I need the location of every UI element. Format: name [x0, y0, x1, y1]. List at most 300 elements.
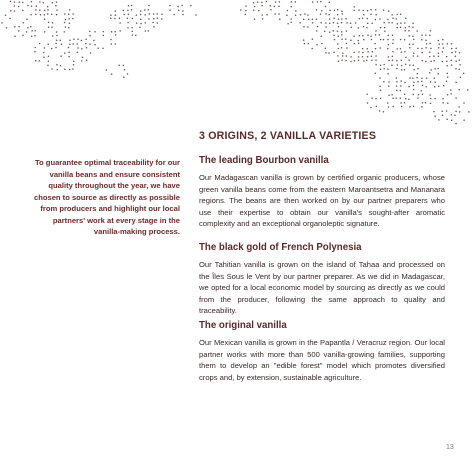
map-dot: [307, 26, 309, 28]
map-dot: [358, 56, 360, 58]
map-dot: [43, 52, 45, 54]
map-dot: [136, 22, 138, 24]
map-dot: [380, 39, 382, 41]
map-dot: [295, 10, 297, 12]
map-dot: [72, 43, 74, 45]
map-dot: [115, 10, 117, 12]
map-dot: [418, 94, 420, 96]
map-dot: [131, 9, 133, 11]
map-dot: [26, 18, 28, 20]
map-dot: [341, 34, 343, 36]
map-dot: [409, 64, 411, 66]
map-dot: [384, 27, 386, 29]
map-dot: [182, 10, 184, 12]
map-dot: [332, 30, 334, 32]
map-dot: [447, 76, 449, 78]
map-dot: [451, 52, 453, 54]
map-dot: [245, 5, 247, 7]
map-dot: [253, 9, 255, 11]
map-dot: [106, 69, 108, 71]
map-dot: [400, 85, 402, 87]
map-dot: [132, 18, 134, 20]
map-dot: [325, 6, 327, 8]
map-dot: [22, 2, 24, 4]
map-dot: [30, 14, 32, 16]
map-dot: [442, 43, 444, 45]
map-dot: [380, 65, 382, 67]
map-dot: [68, 52, 70, 54]
map-dot: [312, 1, 314, 3]
map-dot: [353, 35, 355, 37]
map-dot: [153, 26, 155, 28]
map-dot: [363, 26, 365, 28]
map-dot: [400, 27, 402, 29]
map-dot: [388, 106, 390, 108]
map-dot: [337, 14, 339, 16]
map-dot: [404, 39, 406, 41]
map-dot: [115, 14, 117, 16]
map-dot: [44, 31, 46, 33]
map-dot: [346, 30, 348, 32]
map-dot: [345, 18, 347, 20]
map-dot: [430, 81, 432, 83]
map-dot: [68, 18, 70, 20]
map-dot: [400, 97, 402, 99]
map-dot: [426, 43, 428, 45]
map-dot: [412, 44, 414, 46]
map-dot: [375, 55, 377, 57]
map-dot: [287, 23, 289, 25]
map-dot: [412, 35, 414, 37]
map-dot: [460, 77, 462, 79]
map-dot: [387, 19, 389, 21]
map-dot: [153, 13, 155, 15]
map-dot: [421, 90, 423, 92]
map-dot: [400, 48, 402, 50]
map-dot: [254, 18, 256, 20]
map-dot: [401, 65, 403, 67]
map-dot: [362, 35, 364, 37]
map-dot: [388, 85, 390, 87]
map-dot: [291, 1, 293, 3]
map-dot: [1, 22, 3, 24]
map-dot: [455, 123, 457, 125]
map-dot: [408, 99, 410, 101]
map-dot: [317, 26, 319, 28]
map-dot: [342, 52, 344, 54]
paragraph-bourbon-vanilla: Our Madagascan vanilla is grown by certified organic producers, whose green vanilla beans come from the eastern Maroantsetra and Mananara regions. The beans are then worked on by our partner preparers who use their expertise to obtain our vanilla's sought-after aromatic complexity and an exceptional organoleptic signature.: [199, 173, 445, 229]
map-dot: [178, 10, 180, 12]
map-dot: [245, 14, 247, 16]
map-dot: [286, 15, 288, 16]
map-dot: [140, 19, 142, 21]
map-dot: [405, 27, 407, 29]
map-dot: [73, 39, 75, 41]
map-dot: [372, 51, 374, 53]
map-dot: [396, 97, 398, 99]
map-dot: [118, 64, 120, 66]
map-dot: [442, 114, 444, 116]
map-dot: [157, 17, 159, 19]
map-dot: [110, 18, 112, 20]
map-dot: [36, 5, 38, 7]
map-dot: [346, 22, 348, 24]
map-dot: [375, 64, 377, 66]
map-dot: [132, 30, 134, 32]
map-dot: [438, 55, 440, 57]
map-dot: [145, 22, 147, 24]
map-dot: [161, 18, 163, 20]
map-dot: [303, 26, 305, 28]
map-dot: [48, 26, 50, 28]
map-dot: [413, 65, 415, 67]
map-dot: [421, 106, 423, 108]
map-dot: [157, 22, 159, 24]
map-dot: [18, 6, 20, 8]
map-dot: [69, 69, 71, 71]
map-dot: [375, 14, 377, 16]
map-dot: [358, 40, 360, 42]
map-dot: [362, 52, 364, 54]
map-dot: [430, 30, 432, 32]
map-dot: [341, 38, 343, 40]
map-dot: [23, 22, 25, 24]
map-dot: [447, 94, 449, 96]
map-dot: [397, 23, 399, 25]
map-dot: [375, 19, 377, 21]
map-dot: [438, 86, 440, 88]
map-dot: [350, 23, 352, 25]
map-dot: [245, 10, 247, 12]
map-dot: [329, 18, 331, 20]
map-dot: [312, 38, 314, 40]
map-dot: [421, 78, 423, 80]
map-dot: [73, 61, 75, 63]
map-dot: [307, 14, 309, 16]
map-dot: [304, 13, 306, 15]
map-dot: [299, 22, 301, 24]
map-dot: [328, 52, 330, 54]
map-dot: [119, 22, 121, 24]
map-dot: [421, 34, 423, 36]
map-dot: [177, 6, 179, 8]
map-dot: [459, 59, 461, 61]
map-dot: [60, 55, 62, 57]
map-dot: [396, 48, 398, 50]
map-dot: [308, 19, 310, 21]
map-dot: [383, 22, 385, 24]
map-dot: [416, 30, 418, 32]
map-dot: [85, 39, 87, 41]
map-dot: [450, 89, 452, 91]
map-dot: [425, 61, 427, 63]
map-dot: [408, 26, 410, 28]
map-dot: [64, 22, 66, 24]
map-dot: [450, 60, 452, 62]
map-dot: [417, 81, 419, 83]
map-dot: [86, 59, 88, 61]
map-dot: [341, 13, 343, 15]
map-dot: [311, 48, 313, 50]
map-dot: [47, 13, 49, 15]
map-dot: [111, 31, 113, 33]
map-dot: [27, 5, 29, 7]
map-dot: [455, 47, 457, 49]
map-dot: [421, 81, 423, 83]
map-dot: [34, 30, 36, 32]
map-dot: [68, 27, 70, 29]
map-dot: [161, 14, 163, 16]
map-dot: [148, 30, 150, 32]
map-dot: [68, 56, 70, 58]
map-dot: [458, 89, 460, 91]
map-dot: [253, 2, 255, 4]
map-dot: [274, 6, 276, 8]
map-dot: [422, 60, 424, 62]
map-dot: [433, 111, 435, 113]
map-dot: [81, 40, 83, 42]
map-dot: [358, 51, 360, 53]
map-dot: [52, 22, 54, 24]
map-dot: [304, 43, 306, 45]
map-dot: [38, 60, 40, 62]
map-dot: [115, 34, 117, 36]
map-dot: [388, 10, 390, 12]
map-dot: [400, 39, 402, 41]
map-dot: [430, 69, 432, 71]
map-dot: [64, 13, 66, 15]
map-dot: [102, 48, 104, 50]
map-dot: [400, 14, 402, 16]
map-dot: [447, 43, 449, 45]
map-dot: [128, 5, 130, 7]
map-dot: [341, 31, 343, 33]
map-dot: [287, 10, 289, 12]
map-dot: [366, 59, 368, 61]
map-dot: [10, 10, 12, 12]
map-dot: [316, 9, 318, 11]
map-dot: [337, 22, 339, 24]
map-dot: [93, 40, 95, 42]
map-dot: [392, 17, 394, 19]
map-dot: [57, 69, 59, 71]
map-dot: [119, 17, 121, 19]
map-dot: [442, 102, 444, 104]
map-dot: [455, 82, 457, 84]
map-dot: [433, 55, 435, 57]
map-dot: [442, 51, 444, 53]
map-dot: [22, 35, 24, 37]
map-dot: [111, 43, 113, 45]
map-dot: [430, 61, 432, 63]
map-dot: [320, 13, 322, 15]
map-dot: [409, 47, 411, 49]
map-dot: [422, 85, 424, 87]
map-dot: [353, 10, 355, 12]
map-dot: [392, 35, 394, 37]
map-dot: [153, 18, 155, 20]
map-dot: [64, 31, 66, 33]
map-dot: [367, 51, 369, 53]
map-dot: [400, 90, 402, 92]
map-dot: [371, 39, 373, 41]
map-dot: [446, 110, 448, 112]
map-dot: [362, 56, 364, 58]
map-dot: [442, 98, 444, 100]
map-dot: [308, 43, 310, 45]
map-dot: [367, 10, 369, 12]
map-dot: [34, 35, 36, 37]
map-dot: [262, 18, 264, 20]
map-dot: [132, 34, 134, 36]
map-dot: [169, 9, 171, 11]
map-dot: [455, 56, 457, 58]
map-dot: [417, 48, 419, 50]
map-dot: [370, 9, 372, 11]
map-dot: [5, 14, 7, 16]
map-dot: [85, 43, 87, 45]
section-title: 3 ORIGINS, 2 VANILLA VARIETIES: [199, 130, 377, 142]
map-dot: [56, 1, 58, 3]
map-dot: [258, 10, 260, 12]
map-dot: [455, 111, 457, 113]
map-dot: [345, 38, 347, 40]
map-dot: [14, 10, 16, 12]
map-dot: [40, 14, 42, 16]
map-dot: [350, 61, 352, 63]
map-dot: [367, 23, 369, 25]
map-dot: [401, 69, 403, 71]
map-dot: [408, 86, 410, 88]
map-dot: [392, 97, 394, 99]
map-dot: [413, 69, 415, 71]
map-dot: [459, 64, 461, 66]
map-dot: [261, 14, 263, 16]
map-dot: [303, 39, 305, 41]
map-dot: [341, 18, 343, 20]
map-dot: [9, 18, 11, 20]
map-dot: [425, 40, 427, 42]
heading-french-polynesia: The black gold of French Polynesia: [199, 242, 362, 253]
map-dot: [405, 18, 407, 20]
map-dot: [43, 56, 45, 58]
map-dot: [392, 59, 394, 61]
map-dot: [409, 77, 411, 79]
map-dot: [371, 59, 373, 61]
map-dot: [370, 35, 372, 37]
map-dot: [446, 65, 448, 67]
map-dot: [392, 106, 394, 108]
map-dot: [359, 35, 361, 37]
map-dot: [401, 106, 403, 108]
map-dot: [39, 43, 41, 45]
map-dot: [463, 102, 465, 104]
map-dot: [320, 1, 322, 2]
map-dot: [383, 9, 385, 11]
map-dot: [333, 22, 335, 24]
map-dot: [81, 48, 83, 50]
map-dot: [47, 43, 49, 45]
map-dot: [127, 27, 129, 29]
map-dot: [421, 39, 423, 41]
map-dot: [89, 31, 91, 33]
map-dot: [346, 47, 348, 49]
map-dot: [34, 51, 36, 53]
map-dot: [30, 26, 32, 28]
map-dot: [383, 111, 385, 113]
map-dot: [395, 18, 397, 20]
map-dot: [173, 14, 175, 16]
map-dot: [388, 56, 390, 58]
map-dot: [64, 69, 66, 71]
map-dot: [156, 13, 158, 15]
map-dot: [31, 30, 33, 32]
map-dot: [413, 52, 415, 54]
map-dot: [342, 55, 344, 57]
map-dot: [380, 98, 382, 100]
map-dot: [434, 98, 436, 100]
heading-bourbon-vanilla: The leading Bourbon vanilla: [199, 155, 329, 166]
map-dot: [81, 60, 83, 62]
map-dot: [72, 68, 74, 70]
map-dot: [350, 40, 352, 42]
map-dot: [94, 44, 96, 46]
map-dot: [18, 30, 20, 32]
map-dot: [388, 22, 390, 24]
map-dot: [458, 68, 460, 70]
map-dot: [325, 47, 327, 49]
map-dot: [396, 85, 398, 87]
map-dot: [433, 60, 435, 62]
map-dot: [56, 64, 58, 66]
map-dot: [434, 86, 436, 88]
map-dot: [127, 22, 129, 24]
map-dot: [51, 68, 53, 70]
map-dot: [127, 18, 128, 20]
paragraph-original-vanilla: Our Mexican vanilla is grown in the Papantla / Veracruz region. Our local partner works with more than 500 vanilla-growing families, supporting them to develop an "edible forest" model which promotes diversified crops and, by extension, sustainable agriculture.: [199, 338, 445, 382]
map-dot: [401, 59, 403, 61]
map-dot: [123, 10, 125, 12]
map-dot: [131, 27, 133, 29]
map-dot: [31, 35, 33, 37]
map-dot: [51, 13, 53, 15]
map-dot: [421, 52, 423, 54]
map-dot: [89, 43, 91, 45]
map-dot: [346, 43, 348, 45]
map-dot: [123, 65, 125, 67]
map-dot: [44, 10, 46, 12]
map-dot: [438, 40, 440, 42]
map-dot: [22, 10, 24, 12]
map-dot: [266, 1, 268, 3]
map-dot: [51, 26, 53, 28]
map-dot: [468, 111, 470, 113]
map-dot: [77, 43, 79, 45]
map-dot: [429, 72, 431, 74]
map-dot: [148, 9, 150, 11]
map-dot: [446, 119, 448, 121]
map-dot: [337, 43, 339, 45]
map-dot: [434, 81, 436, 83]
map-dot: [278, 6, 280, 8]
map-dot: [35, 14, 37, 16]
map-dot: [279, 1, 281, 3]
map-dot: [408, 30, 410, 32]
map-dot: [10, 1, 12, 3]
map-dot: [316, 19, 318, 21]
map-dot: [417, 55, 419, 57]
map-dot: [459, 111, 461, 113]
